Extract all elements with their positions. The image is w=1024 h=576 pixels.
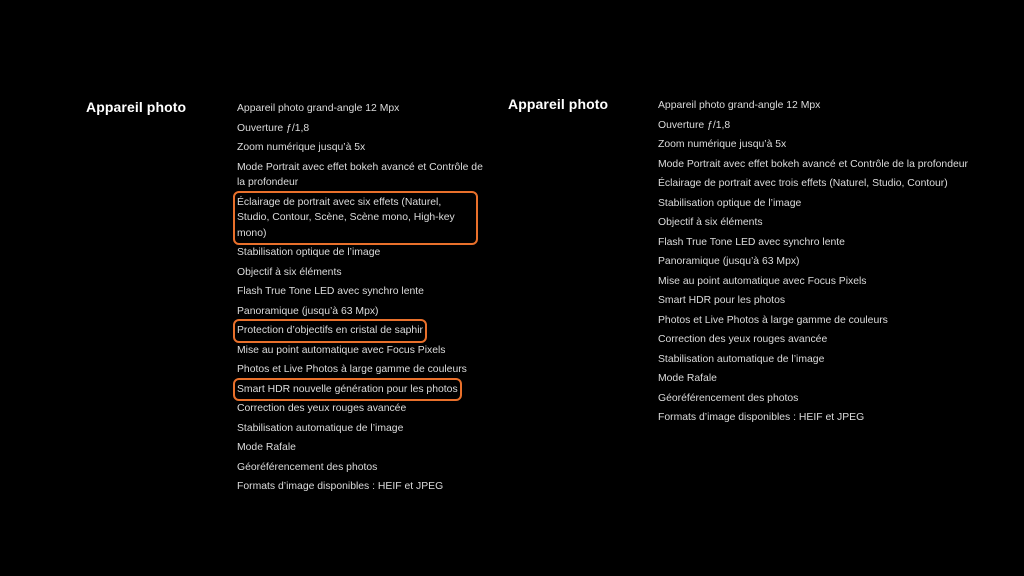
spec-item: Objectif à six éléments (658, 217, 763, 228)
spec-item: Smart HDR pour les photos (658, 295, 786, 306)
spec-item: Éclairage de portrait avec trois effets (Naturel, Studio, Contour) (658, 178, 948, 189)
spec-item: Correction des yeux rouges avancée (658, 334, 828, 345)
spec-item-highlighted-smart-hdr: Smart HDR nouvelle génération pour les photos (237, 382, 458, 398)
spec-item: Mise au point automatique avec Focus Pixels (237, 344, 446, 356)
spec-item: Mode Rafale (237, 442, 296, 453)
spec-item: Appareil photo grand-angle 12 Mpx (658, 100, 821, 111)
camera-specs-right-panel (508, 0, 1024, 576)
spec-item: Formats d’image disponibles : HEIF et JPEG (658, 412, 865, 423)
spec-item: Mode Portrait avec effet bokeh avancé et Contrôle de la profondeur (237, 161, 483, 188)
spec-item: Flash True Tone LED avec synchro lente (658, 236, 845, 248)
spec-item: Mode Portrait avec effet bokeh avancé et Contrôle de la profondeur (658, 158, 968, 170)
spec-item: Géoréférencement des photos (658, 392, 799, 404)
spec-item: Zoom numérique jusqu’à 5x (237, 142, 366, 153)
spec-item: Stabilisation automatique de l’image (658, 353, 825, 365)
spec-item-highlighted-portrait-lighting: Éclairage de portrait avec six effets (Naturel, Studio, Contour, Scène, Scène mono, High-key mono) (237, 195, 474, 242)
spec-item: Panoramique (jusqu’à 63 Mpx) (237, 305, 379, 317)
spec-item: Flash True Tone LED avec synchro lente (237, 286, 424, 297)
spec-item: Appareil photo grand-angle 12 Mpx (237, 103, 400, 114)
section-title-left: Appareil photo (86, 99, 187, 115)
spec-list-right (658, 98, 1018, 430)
spec-item: Mise au point automatique avec Focus Pixels (658, 275, 867, 287)
section-title-right: Appareil photo (508, 96, 609, 112)
spec-item: Correction des yeux rouges avancée (237, 403, 407, 414)
spec-list-left (237, 101, 487, 499)
spec-item: Objectif à six éléments (237, 266, 342, 278)
spec-item-highlighted-sapphire: Protection d’objectifs en cristal de saphir (237, 323, 423, 339)
spec-item: Stabilisation automatique de l’image (237, 422, 404, 434)
spec-item: Photos et Live Photos à large gamme de couleurs (658, 314, 888, 326)
spec-item: Mode Rafale (658, 373, 717, 384)
spec-item: Stabilisation optique de l’image (237, 247, 381, 258)
spec-item: Ouverture ƒ/1,8 (237, 122, 310, 134)
spec-item: Géoréférencement des photos (237, 461, 378, 473)
spec-item: Zoom numérique jusqu’à 5x (658, 139, 787, 150)
spec-item: Formats d’image disponibles : HEIF et JPEG (237, 481, 444, 492)
spec-item: Panoramique (jusqu’à 63 Mpx) (658, 256, 800, 267)
spec-item: Stabilisation optique de l’image (658, 197, 802, 209)
spec-item: Photos et Live Photos à large gamme de couleurs (237, 364, 467, 375)
spec-item: Ouverture ƒ/1,8 (658, 119, 731, 131)
